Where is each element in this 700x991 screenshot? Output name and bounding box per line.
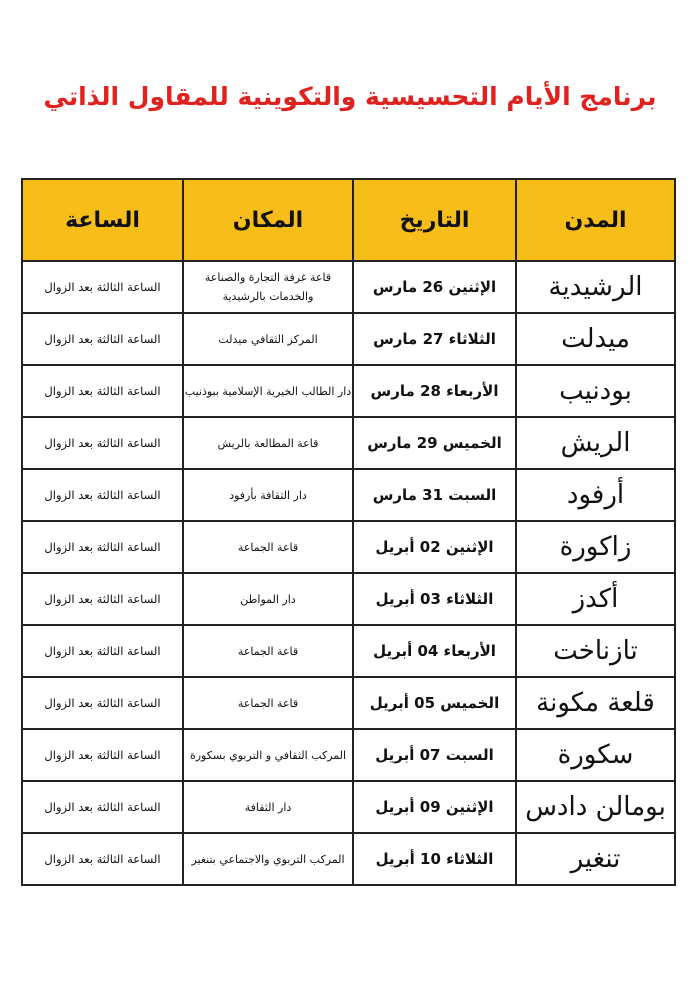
table-row (22, 469, 675, 521)
header-date: التاريخ (353, 179, 516, 261)
cell-date: الثلاثاء 10 أبريل (353, 833, 516, 885)
table-row (22, 677, 675, 729)
cell-time: الساعة الثالثة بعد الزوال (22, 313, 183, 365)
table-header-row (22, 179, 675, 261)
cell-time: الساعة الثالثة بعد الزوال (22, 781, 183, 833)
page-title: برنامج الأيام التحسيسية والتكوينية للمقاول الذاتي (43, 82, 657, 111)
cell-place: قاعة غرفة التجارة والصناعة والخدمات بالرشيدية (183, 261, 353, 313)
cell-date: الأربعاء 28 مارس (353, 365, 516, 417)
cell-date: الخميس 29 مارس (353, 417, 516, 469)
table-row (22, 573, 675, 625)
cell-time: الساعة الثالثة بعد الزوال (22, 261, 183, 313)
cell-place: قاعة المطالعة بالريش (183, 417, 353, 469)
cell-date: الخميس 05 أبريل (353, 677, 516, 729)
cell-time: الساعة الثالثة بعد الزوال (22, 729, 183, 781)
cell-place: دار الثقافة بأرفود (183, 469, 353, 521)
table-row (22, 261, 675, 313)
cell-city: زاكورة (516, 521, 675, 573)
table-row (22, 833, 675, 885)
cell-place: قاعة الجماعة (183, 521, 353, 573)
cell-city: قلعة مكونة (516, 677, 675, 729)
header-time: الساعة (22, 179, 183, 261)
cell-date: السبت 31 مارس (353, 469, 516, 521)
cell-date: الإثنين 02 أبريل (353, 521, 516, 573)
cell-date: الأربعاء 04 أبريل (353, 625, 516, 677)
cell-city: ميدلت (516, 313, 675, 365)
cell-date: السبت 07 أبريل (353, 729, 516, 781)
cell-date: الإثنين 09 أبريل (353, 781, 516, 833)
cell-city: أكدز (516, 573, 675, 625)
cell-city: تنغير (516, 833, 675, 885)
cell-city: الريش (516, 417, 675, 469)
cell-city: بودنيب (516, 365, 675, 417)
table-row (22, 625, 675, 677)
cell-place: قاعة الجماعة (183, 625, 353, 677)
cell-date: الثلاثاء 03 أبريل (353, 573, 516, 625)
cell-place: دار المواطن (183, 573, 353, 625)
cell-city: أرفود (516, 469, 675, 521)
table-row (22, 313, 675, 365)
schedule-table (21, 178, 676, 886)
cell-time: الساعة الثالثة بعد الزوال (22, 677, 183, 729)
cell-time: الساعة الثالثة بعد الزوال (22, 469, 183, 521)
cell-time: الساعة الثالثة بعد الزوال (22, 573, 183, 625)
header-place: المكان (183, 179, 353, 261)
cell-place: دار الثقافة (183, 781, 353, 833)
cell-city: الرشيدية (516, 261, 675, 313)
cell-place: المركب الثقافي و التربوي بسكورة (183, 729, 353, 781)
cell-date: الثلاثاء 27 مارس (353, 313, 516, 365)
cell-time: الساعة الثالثة بعد الزوال (22, 417, 183, 469)
table-row (22, 781, 675, 833)
cell-time: الساعة الثالثة بعد الزوال (22, 625, 183, 677)
cell-time: الساعة الثالثة بعد الزوال (22, 521, 183, 573)
table-row (22, 729, 675, 781)
cell-city: بومالن دادس (516, 781, 675, 833)
cell-city: تازناخت (516, 625, 675, 677)
cell-time: الساعة الثالثة بعد الزوال (22, 833, 183, 885)
cell-date: الإثنين 26 مارس (353, 261, 516, 313)
cell-place: المركب التربوي والاجتماعي بتنغير (183, 833, 353, 885)
cell-place: المركز الثقافي ميدلت (183, 313, 353, 365)
cell-place: قاعة الجماعة (183, 677, 353, 729)
header-city: المدن (516, 179, 675, 261)
table-row (22, 521, 675, 573)
table-row (22, 365, 675, 417)
cell-time: الساعة الثالثة بعد الزوال (22, 365, 183, 417)
cell-city: سكورة (516, 729, 675, 781)
table-row (22, 417, 675, 469)
cell-place: دار الطالب الخيرية الإسلامية ببوذنيب (183, 365, 353, 417)
